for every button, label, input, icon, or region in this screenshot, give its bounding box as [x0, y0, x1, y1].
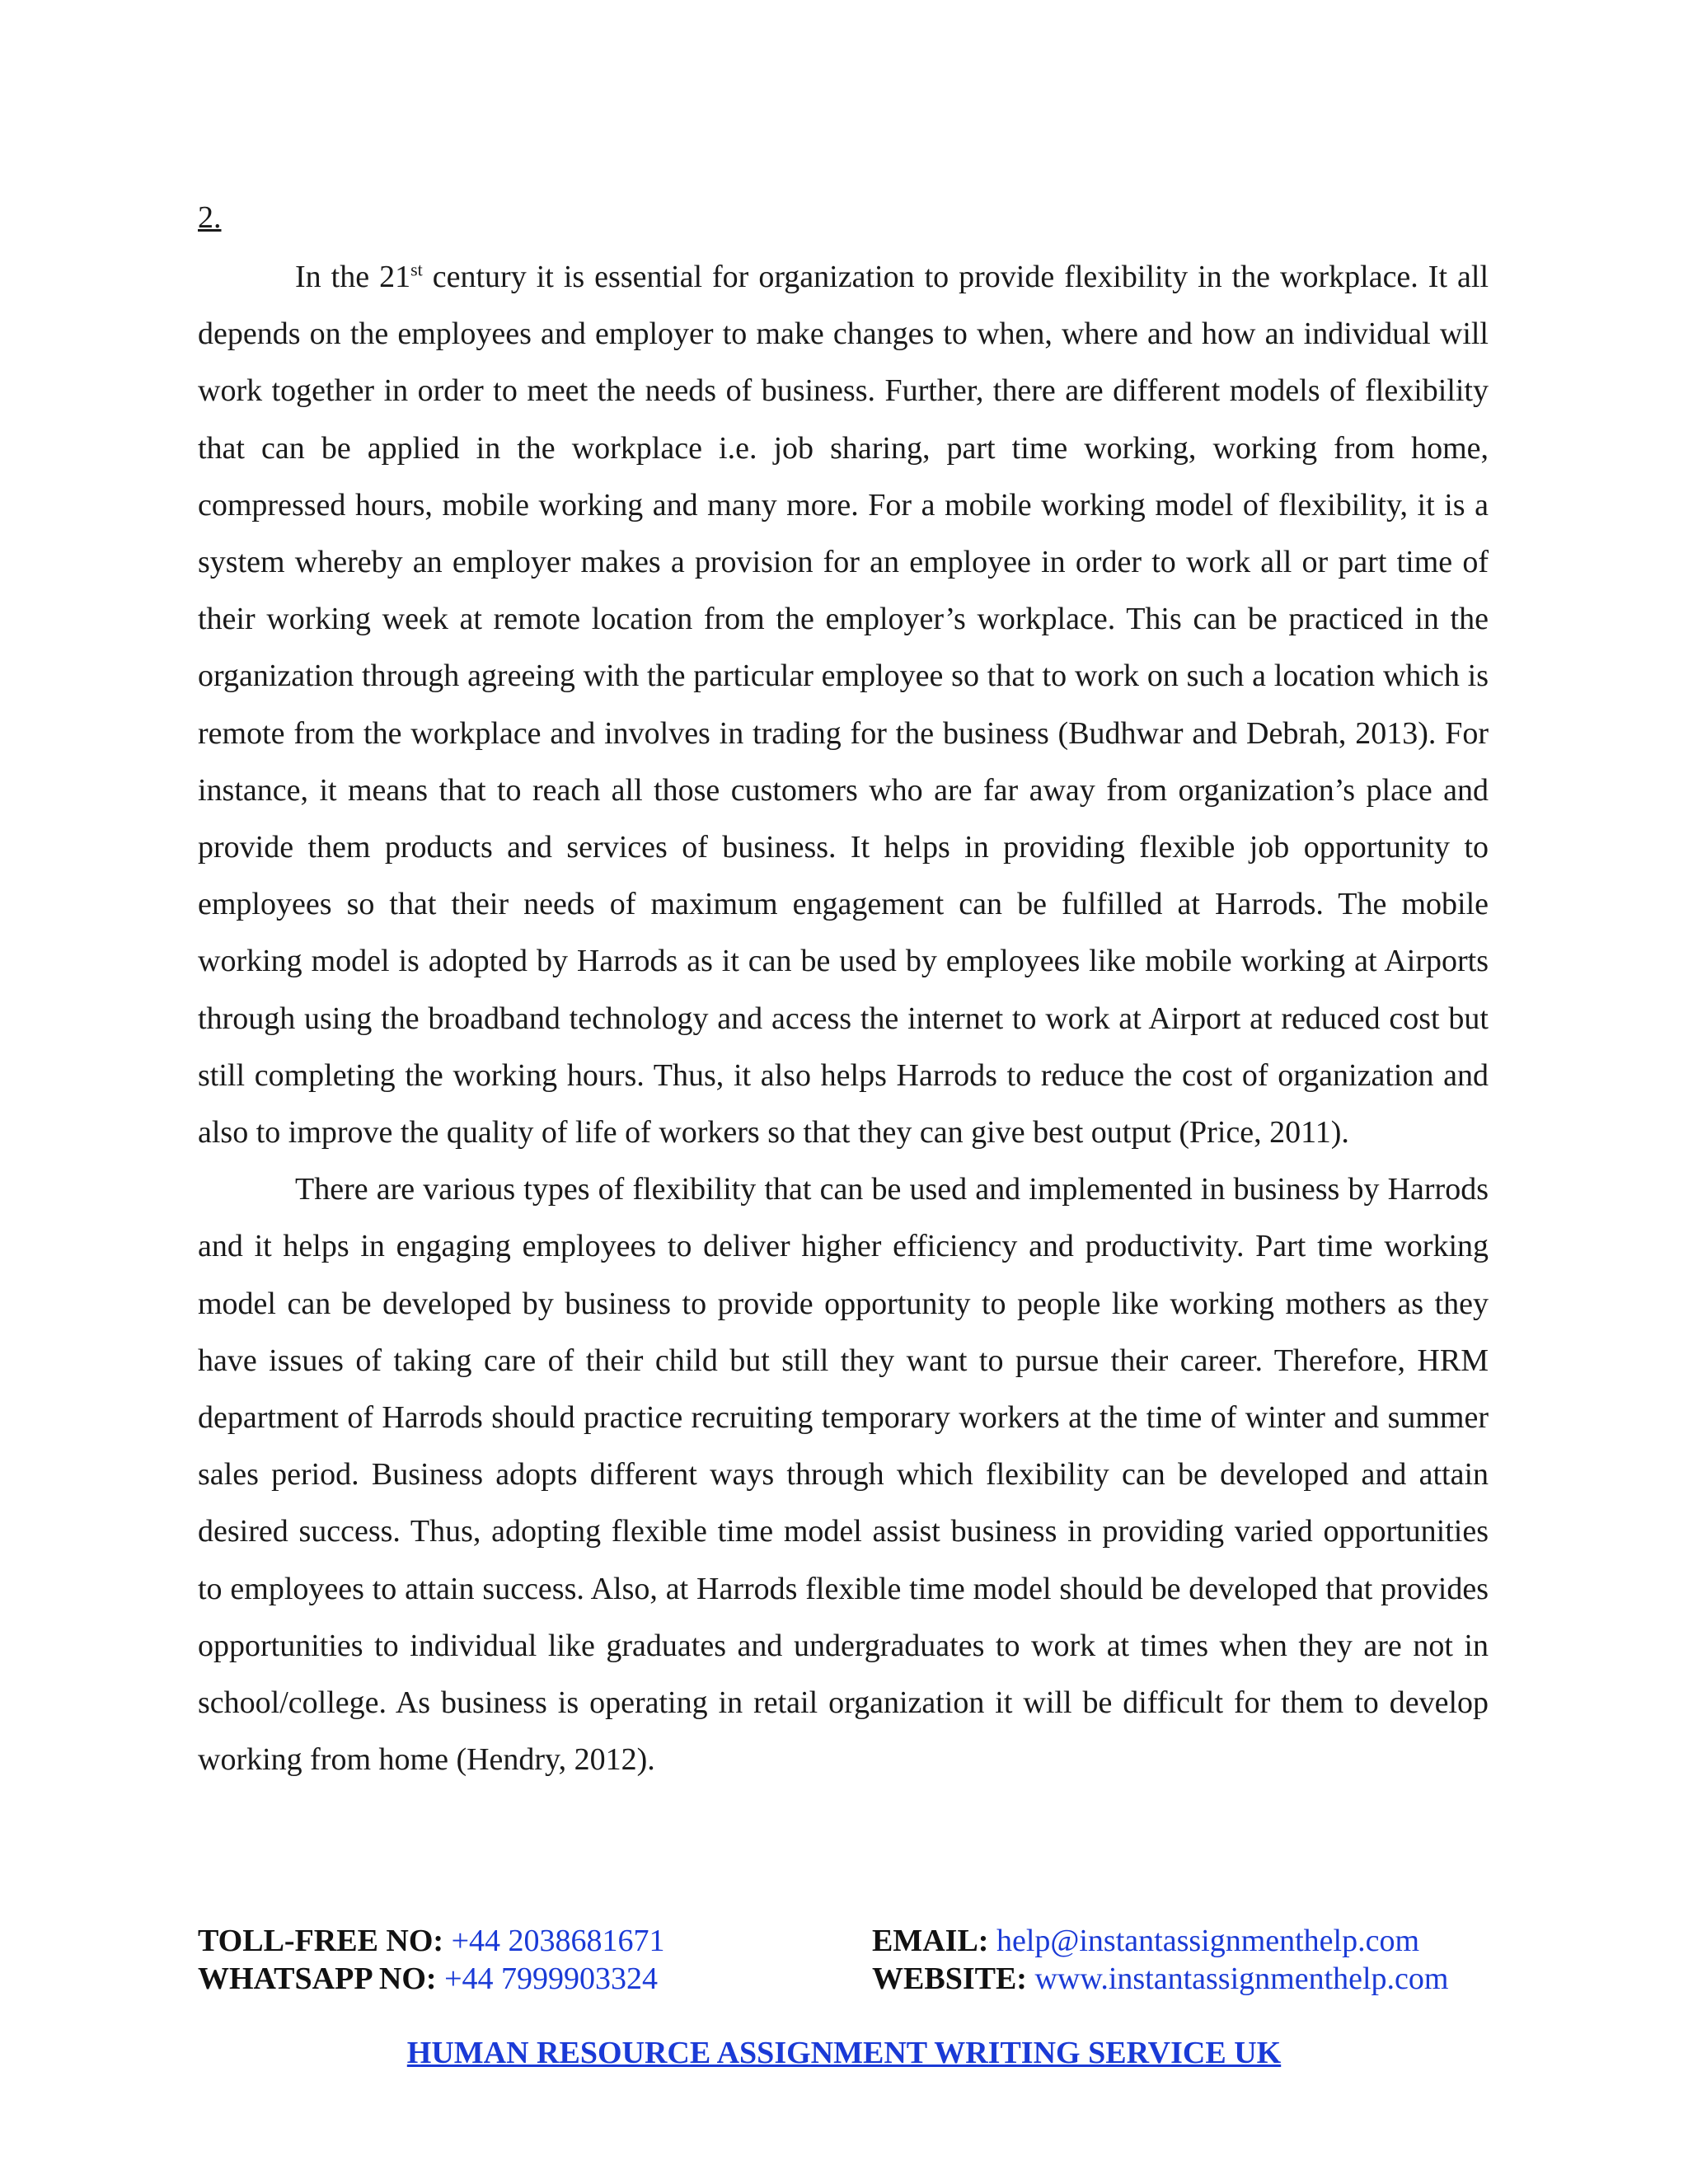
body-text [198, 249, 1489, 1788]
website-link[interactable]: www.instantassignmenthelp.com [1034, 1961, 1449, 1996]
paragraph-2: There are various types of flexibility that can be used and implemented in business by Harrods and it helps in engaging employees to deliver higher efficiency and productivity. Part time working model can be developed by business to provide opportunity to people like working mothers as they have issues of taking care of their child but still they want to pursue their career. Therefore, HRM department of Harrods should practice recruiting temporary workers at the time of winter and summer sales period. Business adopts different ways through which flexibility can be developed and attain desired success. Thus, adopting flexible time model assist business in providing varied opportunities to employees to attain success. Also, at Harrods flexible time model should be developed that provides opportunities to individual like graduates and undergraduates to work at times when they are not in school/college. As business is operating in retail organization it will be difficult for them to develop working from home (Hendry, 2012). [198, 1172, 1489, 1778]
email-link[interactable]: help@instantassignmenthelp.com [996, 1924, 1420, 1958]
whatsapp-contact [198, 1960, 658, 1998]
paragraph-1-rest: century it is essential for organization to provide flexibility in the workplace. It all depends on the employees and employer to make changes to when, where and how an individual will work together in order to meet the needs of business. Further, there are different models of flexibility that can be applied in the workplace i.e. job sharing, part time working, working from home, compressed hours, mobile working and many more. For a mobile working model of flexibility, it is a system whereby an employer makes a provision for an employee in order to work all or part time of their working week at remote location from the employer’s workplace. This can be practiced in the organization through agreeing with the particular employee so that to work on such a location which is remote from the workplace and involves in trading for the business (Budhwar and Debrah, 2013). For instance, it means that to reach all those customers who are far away from organization’s place and provide them products and services of business. It helps in providing flexible job opportunity to employees so that their needs of maximum engagement can be fulfilled at Harrods. The mobile working model is adopted by Harrods as it can be used by employees like mobile working at Airports through using the broadband technology and access the internet to work at Airport at reduced cost but still completing the working hours. Thus, it also helps Harrods to reduce the cost of organization and also to improve the quality of life of workers so that they can give best output (Price, 2011). [198, 260, 1489, 1151]
tollfree-contact [198, 1922, 665, 1960]
ordinal-superscript: st [410, 259, 423, 280]
tollfree-number-link[interactable]: +44 2038681671 [451, 1924, 665, 1958]
whatsapp-number-link[interactable]: +44 7999903324 [444, 1961, 659, 1996]
paragraph-1-lead: In the 21 [295, 260, 411, 294]
service-link[interactable]: HUMAN RESOURCE ASSIGNMENT WRITING SERVICE UK [406, 2036, 1282, 2070]
website-label: WEBSITE: [872, 1961, 1027, 1996]
whatsapp-label: WHATSAPP NO: [198, 1961, 437, 1996]
paragraph-1 [198, 249, 1489, 1161]
email-contact [872, 1922, 1419, 1960]
section-number: 2. [198, 200, 222, 235]
tollfree-label: TOLL-FREE NO: [198, 1924, 444, 1958]
email-label: EMAIL: [872, 1924, 989, 1958]
website-contact [872, 1960, 1448, 1998]
